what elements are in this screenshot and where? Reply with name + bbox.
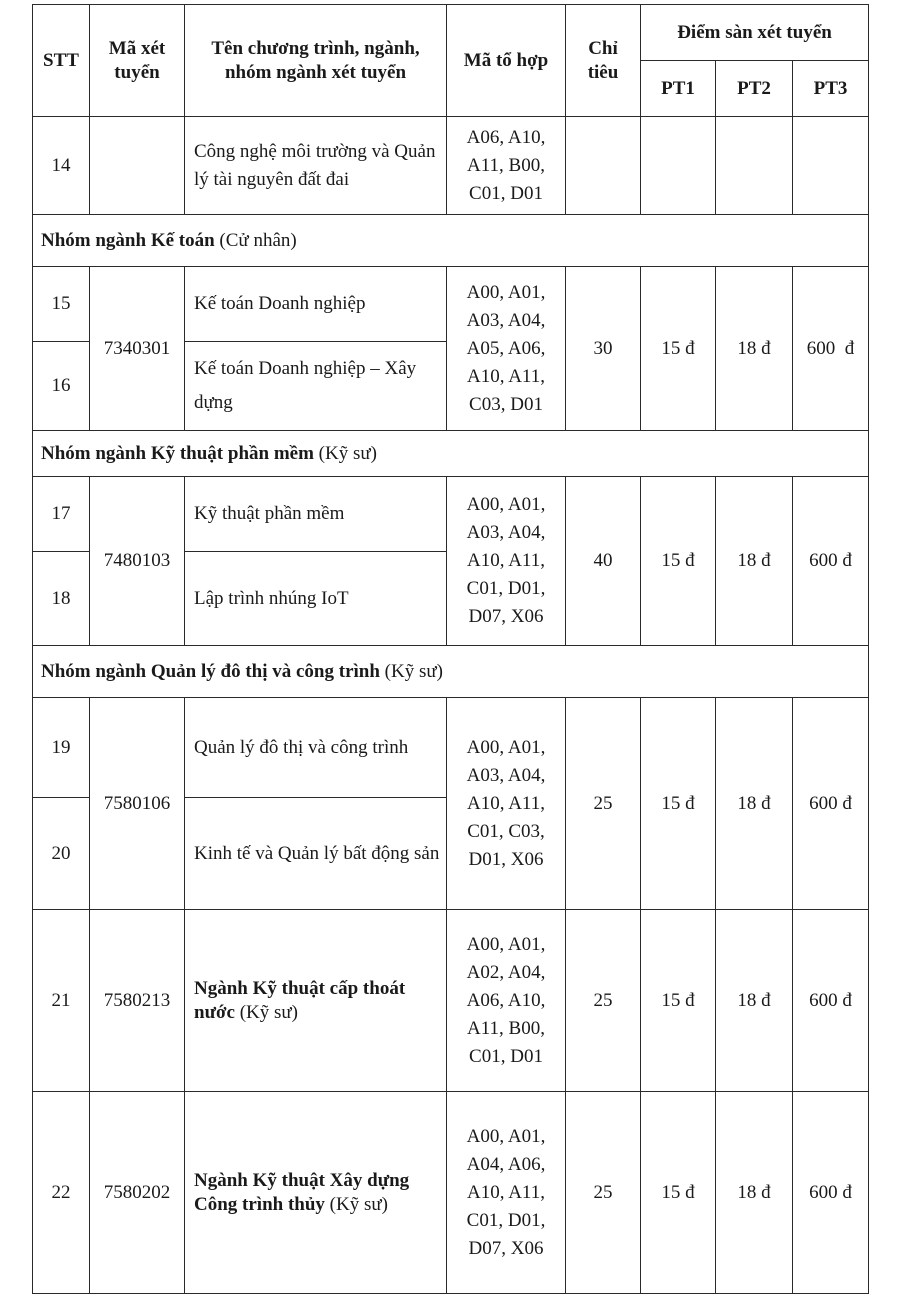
cell-program-name: Lập trình nhúng IoT <box>185 552 447 646</box>
cell-to-hop: A00, A01, A03, A04, A10, A11, C01, D01, D07, X06 <box>447 477 566 646</box>
group-title-ktpm <box>33 431 869 477</box>
header-chi-tieu: Chỉ tiêu <box>566 5 641 117</box>
header-ten-chuong-trinh: Tên chương trình, ngành, nhóm ngành xét tuyển <box>185 5 447 117</box>
table-row <box>33 698 869 798</box>
cell-chi-tieu: 25 <box>566 698 641 910</box>
cell-pt3: 600 đ <box>793 477 869 646</box>
cell-program-name: Kế toán Doanh nghiệp <box>185 267 447 342</box>
cell-pt1 <box>641 117 716 215</box>
cell-program-name <box>185 1092 447 1294</box>
cell-pt3: 600 đ <box>793 698 869 910</box>
group-row <box>33 646 869 698</box>
cell-to-hop: A06, A10, A11, B00, C01, D01 <box>447 117 566 215</box>
cell-stt: 22 <box>33 1092 90 1294</box>
cell-stt: 16 <box>33 342 90 431</box>
group-row <box>33 215 869 267</box>
cell-stt: 21 <box>33 910 90 1092</box>
cell-chi-tieu: 40 <box>566 477 641 646</box>
cell-chi-tieu: 25 <box>566 1092 641 1294</box>
group-title: Nhóm ngành Quản lý đô thị và công trình <box>41 660 380 682</box>
cell-pt3 <box>793 117 869 215</box>
program-title: Ngành Kỹ thuật Xây dựng Công trình thủy <box>194 1169 410 1215</box>
cell-ma: 7480103 <box>90 477 185 646</box>
cell-ma: 7580106 <box>90 698 185 910</box>
cell-chi-tieu: 30 <box>566 267 641 431</box>
cell-to-hop: A00, A01, A02, A04, A06, A10, A11, B00, C01, D01 <box>447 910 566 1092</box>
cell-stt: 18 <box>33 552 90 646</box>
header-pt2: PT2 <box>716 61 793 117</box>
cell-pt2: 18 đ <box>716 910 793 1092</box>
cell-pt2 <box>716 117 793 215</box>
header-ma-xet-tuyen: Mã xét tuyển <box>90 5 185 117</box>
cell-program-name: Kế toán Doanh nghiệp – Xây dựng <box>185 342 447 431</box>
group-title-ke-toan <box>33 215 869 267</box>
cell-program-name <box>185 910 447 1092</box>
cell-program-name: Công nghệ môi trường và Quản lý tài nguyên đất đai <box>185 117 447 215</box>
cell-pt1: 15 đ <box>641 1092 716 1294</box>
program-title: Ngành Kỹ thuật cấp thoát nước <box>194 977 406 1023</box>
cell-stt: 17 <box>33 477 90 552</box>
cell-pt2: 18 đ <box>716 267 793 431</box>
group-title: Nhóm ngành Kế toán <box>41 229 215 251</box>
header-stt: STT <box>33 5 90 117</box>
cell-stt: 20 <box>33 798 90 910</box>
cell-program-name: Kỹ thuật phần mềm <box>185 477 447 552</box>
header-diem-san: Điểm sàn xét tuyển <box>641 5 869 61</box>
cell-to-hop: A00, A01, A03, A04, A05, A06, A10, A11, C03, D01 <box>447 267 566 431</box>
cell-stt: 14 <box>33 117 90 215</box>
table-row <box>33 477 869 552</box>
table-row <box>33 910 869 1092</box>
cell-pt1: 15 đ <box>641 267 716 431</box>
group-degree: (Kỹ sư) <box>379 660 443 682</box>
cell-chi-tieu <box>566 117 641 215</box>
program-degree: (Kỹ sư) <box>324 1193 388 1215</box>
admission-table <box>32 4 869 1294</box>
cell-stt: 15 <box>33 267 90 342</box>
cell-pt1: 15 đ <box>641 910 716 1092</box>
group-title-qldt <box>33 646 869 698</box>
cell-ma <box>90 117 185 215</box>
cell-pt1: 15 đ <box>641 477 716 646</box>
cell-program-name: Kinh tế và Quản lý bất động sản <box>185 798 447 910</box>
table-row <box>33 267 869 342</box>
header-pt1: PT1 <box>641 61 716 117</box>
table-row <box>33 117 869 215</box>
cell-program-name: Quản lý đô thị và công trình <box>185 698 447 798</box>
group-degree: (Cử nhân) <box>214 229 297 251</box>
cell-stt: 19 <box>33 698 90 798</box>
cell-ma: 7340301 <box>90 267 185 431</box>
group-row <box>33 431 869 477</box>
header-pt3: PT3 <box>793 61 869 117</box>
cell-pt2: 18 đ <box>716 1092 793 1294</box>
cell-ma: 7580202 <box>90 1092 185 1294</box>
cell-pt3: 600 đ <box>793 1092 869 1294</box>
header-ma-to-hop: Mã tổ hợp <box>447 5 566 117</box>
cell-pt1: 15 đ <box>641 698 716 910</box>
cell-pt2: 18 đ <box>716 698 793 910</box>
cell-to-hop: A00, A01, A03, A04, A10, A11, C01, C03, D01, X06 <box>447 698 566 910</box>
cell-pt3: 600 đ <box>793 910 869 1092</box>
cell-to-hop: A00, A01, A04, A06, A10, A11, C01, D01, D07, X06 <box>447 1092 566 1294</box>
group-degree: (Kỹ sư) <box>313 442 377 464</box>
program-degree: (Kỹ sư) <box>234 1001 299 1023</box>
cell-pt3: 600 đ <box>793 267 869 431</box>
cell-chi-tieu: 25 <box>566 910 641 1092</box>
group-title: Nhóm ngành Kỹ thuật phần mềm <box>41 442 314 464</box>
cell-pt2: 18 đ <box>716 477 793 646</box>
cell-ma: 7580213 <box>90 910 185 1092</box>
table-row <box>33 1092 869 1294</box>
